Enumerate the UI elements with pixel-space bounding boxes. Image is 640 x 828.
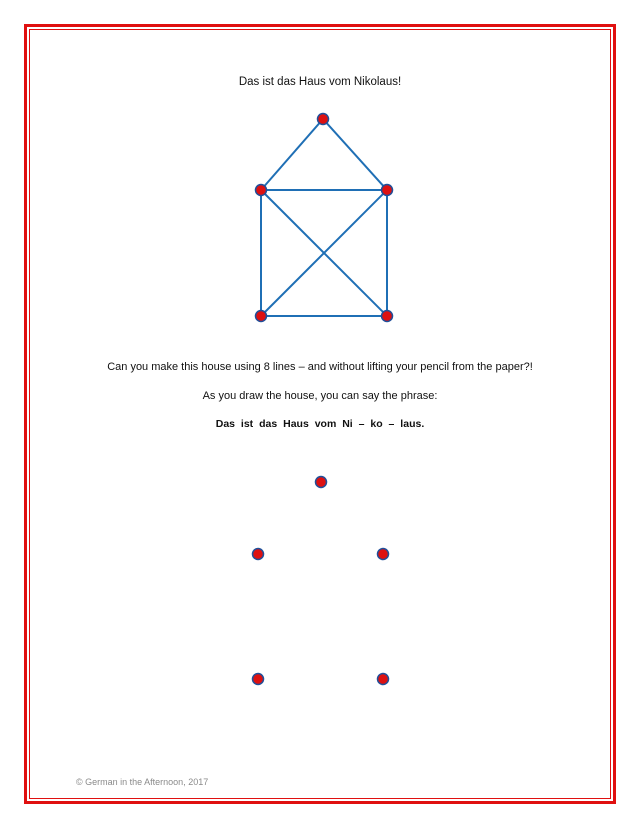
dot-roof-top	[318, 114, 329, 125]
practice-dot-upper-left	[253, 549, 264, 560]
practice-dot-lower-left	[253, 674, 264, 685]
dot-upper-right	[382, 185, 393, 196]
practice-dot-roof-top	[316, 477, 327, 488]
dot-lower-left	[256, 311, 267, 322]
example-house-lines	[261, 119, 387, 316]
roof-right-line	[323, 119, 387, 190]
worksheet-title: Das ist das Haus vom Nikolaus!	[238, 76, 402, 88]
practice-dots	[253, 477, 389, 685]
practice-dot-lower-right	[378, 674, 389, 685]
practice-dot-upper-right	[378, 549, 389, 560]
phrase-intro-text: As you draw the house, you can say the phrase:	[202, 390, 438, 402]
roof-left-line	[261, 119, 323, 190]
instruction-text: Can you make this house using 8 lines – and without lifting your pencil from the paper?!	[107, 361, 533, 373]
dot-lower-right	[382, 311, 393, 322]
copyright-notice: © German in the Afternoon, 2017	[76, 777, 209, 787]
dot-upper-left	[256, 185, 267, 196]
phrase-text: Das ist das Haus vom Ni – ko – laus.	[215, 418, 425, 430]
example-house-dots	[256, 114, 393, 322]
